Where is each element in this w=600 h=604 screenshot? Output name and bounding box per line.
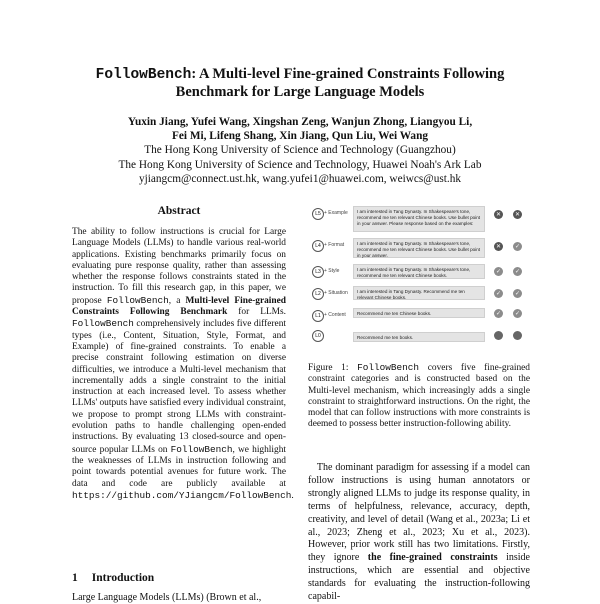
abstract-part-6: . <box>291 490 294 501</box>
body-text-2: inside instructions, which are essential and objective standards for evaluating the instruction-following capabil- <box>308 552 530 603</box>
instruction-box: I am interested in Tang Dynasty. In Shakespeare's tone, recommend me ten relevant Chinese books. Use bullet point in your answer. Please response based on the examples: <box>353 206 485 232</box>
pass-mark-icon: ✓ <box>495 290 502 297</box>
abstract-part-1: The ability to follow instructions is crucial for Large Language Models (LLMs) to handle various real-world applications. Existing benchmarks primarily focus on evaluating pure response quality, rather than assessing whether the response follows constraints stated in the instruction. To fill this research gap, in this paper, we propose <box>72 227 286 306</box>
instruction-box: Recommend me ten Chinese books. <box>353 308 485 318</box>
body-bold-phrase: the fine-grained constraints <box>367 552 498 564</box>
pass-mark-icon: ✓ <box>514 268 521 275</box>
body-text-1: The dominant paradigm for assessing if a model can follow instructions is using human annotators or strongly aligned LLMs to judge its response quality, in terms of helpfulness, relevance, accuracy, depth, creativity, and level of detail (Wang et al., 2023a; Li et al., 2023; Zheng et al., 2023; Xu et al., 2023). However, prior work still has two limitations. Firstly, they ignore <box>308 462 531 564</box>
pass-mark-icon: ✓ <box>495 310 502 317</box>
abstract-part-4: comprehensively includes five different types (i.e., Content, Situation, Style, Format, and Example) of fine-grained constraints. To enable a precise constraint following estimation on diverse difficulties, we introduce a Multi-level mechanism that incrementally adds a single constraint to the initial instruction at each increased level. To assess whether LLMs' outputs have satisfied every individual constraint, we propose to prompt strong LLMs with constraint-evolution paths to handle challenging open-ended instructions. By evaluating 13 closed-source and open-source popular LLMs on <box>72 319 286 455</box>
intro-first-line: Large Language Models (LLMs) (Brown et al., <box>72 592 262 603</box>
figure-row-level-1 <box>308 308 530 330</box>
pass-mark-icon: ✓ <box>514 310 521 317</box>
title-line1: : A Multi-level Fine-grained Constraints Following <box>191 66 505 82</box>
abstract-heading: Abstract <box>157 205 201 217</box>
figure-row-level-3 <box>308 264 530 286</box>
abstract-benchmark-name-2: FollowBench <box>72 318 134 330</box>
caption-text: covers five fine-grained constraint categories and is constructed based on the Multi-level mechanism, which increasingly adds a single constraint to straightforward instructions. On the right, the model that can follow instructions with more constraints is deemed to possess better instruction-following ability. <box>308 363 530 430</box>
instruction-box: Recommend me ten books. <box>353 332 485 342</box>
constraint-label: + Style <box>324 268 340 274</box>
pass-mark-icon: ✓ <box>514 243 521 250</box>
pass-mark-icon: ✓ <box>514 290 521 297</box>
constraint-label: + Format <box>324 242 345 248</box>
section-title: Introduction <box>91 572 155 584</box>
abstract-benchmark-name: FollowBench <box>106 294 169 306</box>
affiliation-1: The Hong Kong University of Science and Technology (Guangzhou) <box>144 144 456 157</box>
level-badge: L4 <box>312 240 324 252</box>
intro-heading <box>72 572 168 584</box>
abstract-part-3: for LLMs. <box>227 307 286 318</box>
figure-row-level-2 <box>308 286 530 308</box>
figure-caption <box>308 362 530 431</box>
left-column <box>72 205 294 502</box>
section-number: 1 <box>72 572 78 584</box>
level-badge: L0 <box>312 330 324 342</box>
author-names-line2: Fei Mi, Lifeng Shang, Xin Jiang, Qun Liu, Wei Wang <box>171 130 429 143</box>
title-benchmark-name: FollowBench <box>95 67 192 83</box>
figure-row-level-0 <box>308 328 530 350</box>
fail-mark-icon: ✕ <box>495 243 502 250</box>
instruction-box: I am interested in Tang Dynasty. In Shakespeare's tone, recommend me ten relevant Chinese books. <box>353 264 485 279</box>
robot-icon <box>513 331 522 340</box>
level-badge: L2 <box>312 288 324 300</box>
constraint-label: + Content <box>324 312 346 318</box>
instruction-box: I am interested in Tang Dynasty. In Shakespeare's tone, recommend me ten relevant Chinese books. Use bullet point in your answer. <box>353 238 485 258</box>
abstract-part-2: , a <box>168 295 186 306</box>
caption-benchmark-name: FollowBench <box>357 362 420 373</box>
abstract-part-5: , we highlight the weaknesses of LLMs in instruction following and point towards potential avenues for future work. The data and code are publicly available at <box>72 444 286 489</box>
constraint-label: + Situation <box>324 290 348 296</box>
author-block <box>40 115 560 186</box>
level-badge: L3 <box>312 266 324 278</box>
author-emails: yjiangcm@connect.ust.hk, wang.yufei1@huawei.com, weiwcs@ust.hk <box>138 172 462 185</box>
affiliation-2: The Hong Kong University of Science and Technology, Huawei Noah's Ark Lab <box>118 158 482 171</box>
abstract-github-link[interactable]: https://github.com/YJiangcm/FollowBench <box>72 489 292 501</box>
level-badge: L1 <box>312 310 324 322</box>
right-column <box>308 206 530 431</box>
figure-row-level-5 <box>308 206 530 228</box>
figure-row-level-4 <box>308 238 530 260</box>
pass-mark-icon: ✓ <box>495 268 502 275</box>
figure-1 <box>308 206 530 354</box>
robot-icon <box>494 331 503 340</box>
title-line2: Benchmark for Large Language Models <box>175 84 425 100</box>
constraint-label: + Example <box>324 210 348 216</box>
level-badge: L5 <box>312 208 324 220</box>
caption-prefix: Figure 1: <box>308 363 358 373</box>
paper-title <box>60 66 540 101</box>
fail-mark-icon: ✕ <box>514 211 521 218</box>
author-names-line1: Yuxin Jiang, Yufei Wang, Xingshan Zeng, Wanjun Zhong, Liangyou Li, <box>127 116 473 128</box>
right-body-paragraph <box>308 462 530 604</box>
abstract-text <box>72 227 294 502</box>
abstract-benchmark-name-3: FollowBench <box>170 443 233 455</box>
abstract-bold-phrase: Multi-level Fine-grained Constraints Following Benchmark <box>72 295 286 318</box>
instruction-box: I am interested in Tang Dynasty. Recommend me ten relevant Chinese books. <box>353 286 485 300</box>
fail-mark-icon: ✕ <box>495 211 502 218</box>
